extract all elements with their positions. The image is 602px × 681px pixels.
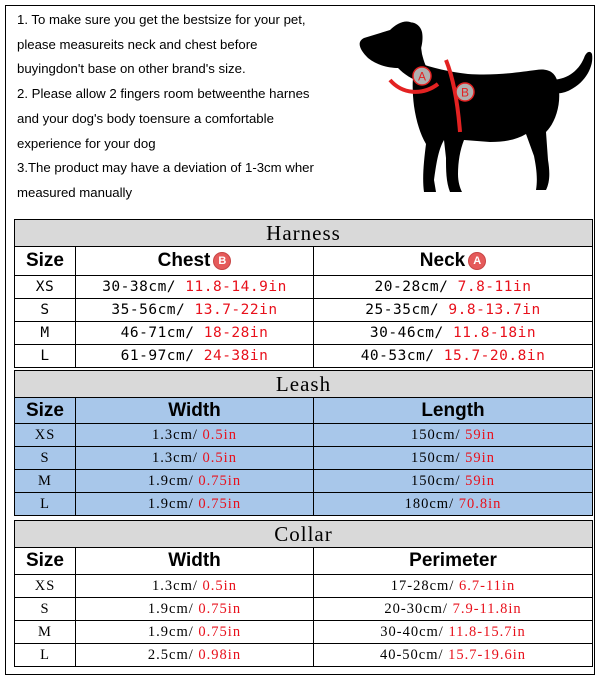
length-cm: 150cm/ [411,449,461,466]
size-cell: L [15,644,76,667]
width-cm: 1.9cm/ [147,600,194,617]
width-in: 0.75in [198,623,242,640]
table-row [15,644,593,667]
neck-in: 9.8-13.7in [448,302,541,318]
size-cell: S [15,447,76,470]
marker-b-label: B [460,85,470,100]
length-in: 59in [465,472,495,489]
perimeter-in: 6.7-11in [459,577,516,594]
neck-in: 11.8-18in [453,325,537,341]
neck-cell [314,276,593,299]
note-line: 1. To make sure you get the bestsize for your pet, [17,12,306,27]
harness-title: Harness [15,220,593,247]
table-row [15,575,593,598]
size-cell: XS [15,276,76,299]
table-row [15,276,593,299]
header-chest [76,247,314,276]
chest-badge-icon: B [213,252,231,270]
width-cm: 1.3cm/ [152,426,198,443]
header-size: Size [15,247,76,276]
width-cell [76,598,314,621]
width-in: 0.5in [202,577,237,594]
length-in: 59in [465,449,495,466]
header-neck [314,247,593,276]
size-cell: M [15,322,76,345]
note-line: measured manually [17,184,133,200]
neck-cm: 25-35cm/ [365,302,440,318]
marker-b-icon [456,83,474,101]
table-row [15,493,593,516]
chest-cell [76,299,314,322]
perimeter-cm: 20-30cm/ [384,600,448,617]
header-width: Width [76,548,314,575]
header-width: Width [76,398,314,424]
width-cell [76,493,314,516]
neck-badge-icon: A [468,252,486,270]
chest-cell [76,276,314,299]
chest-cell [76,322,314,345]
width-cm: 1.9cm/ [147,472,194,489]
perimeter-cell [314,644,593,667]
size-cell: S [15,598,76,621]
neck-cm: 30-46cm/ [369,325,444,341]
neck-cell [314,345,593,368]
note-line: 2. Please allow 2 fingers room betweenthe harnes [17,86,310,102]
width-in: 0.75in [198,472,242,489]
chest-in: 13.7-22in [194,302,278,318]
width-in: 0.5in [202,449,237,466]
collar-table [14,520,593,667]
header-length: Length [314,398,593,424]
width-cell [76,424,314,447]
width-cm: 1.3cm/ [152,449,198,466]
length-cm: 180cm/ [404,495,455,512]
chest-in: 18-28in [203,325,269,341]
chest-cm: 61-97cm/ [120,348,195,364]
perimeter-cell [314,575,593,598]
header-size: Size [15,398,76,424]
perimeter-cm: 40-50cm/ [379,646,444,663]
length-cell [314,447,593,470]
perimeter-cm: 30-40cm/ [380,623,444,640]
table-row [15,621,593,644]
table-row [15,322,593,345]
perimeter-cell [314,621,593,644]
leash-title: Leash [15,371,593,398]
neck-in: 15.7-20.8in [443,348,546,364]
table-row [15,299,593,322]
width-in: 0.75in [198,600,242,617]
perimeter-in: 15.7-19.6in [448,646,527,663]
neck-cell [314,299,593,322]
size-cell: XS [15,575,76,598]
perimeter-in: 11.8-15.7in [448,623,526,640]
width-cm: 1.9cm/ [147,495,194,512]
size-cell: XS [15,424,76,447]
length-cell [314,493,593,516]
width-cm: 2.5cm/ [147,646,194,663]
perimeter-cm: 17-28cm/ [390,577,455,594]
perimeter-cell [314,598,593,621]
width-in: 0.5in [202,426,237,443]
table-row [15,345,593,368]
chest-in: 11.8-14.9in [185,279,287,295]
note-line: buyingdon't base on other brand's size. [17,61,246,77]
chest-cm: 46-71cm/ [120,325,195,341]
chest-cell [76,345,314,368]
chest-in: 24-38in [203,348,269,364]
marker-a-icon [413,67,431,85]
harness-table [14,219,593,368]
header-perimeter: Perimeter [314,548,593,575]
perimeter-in: 7.9-11.8in [452,600,522,617]
length-cm: 150cm/ [411,426,461,443]
length-cm: 150cm/ [411,472,461,489]
table-row [15,424,593,447]
width-cell [76,470,314,493]
width-cell [76,447,314,470]
table-row [15,470,593,493]
width-in: 0.75in [198,495,242,512]
size-cell: L [15,345,76,368]
neck-cm: 40-53cm/ [360,348,435,364]
table-row [15,598,593,621]
width-cm: 1.9cm/ [147,623,194,640]
header-size: Size [15,548,76,575]
width-cell [76,575,314,598]
note-line: please measureits neck and chest before [17,36,258,52]
chest-cm: 30-38cm/ [102,279,177,295]
header-chest-label: Chest [157,250,211,271]
length-cell [314,470,593,493]
width-cell [76,621,314,644]
measurement-notes [17,8,357,206]
size-cell: L [15,493,76,516]
note-line: and your dog's body toensure a comfortable [17,110,274,126]
length-cell [314,424,593,447]
chest-cm: 35-56cm/ [111,302,186,318]
width-in: 0.98in [198,646,242,663]
size-cell: S [15,299,76,322]
neck-in: 7.8-11in [457,279,532,295]
table-row [15,447,593,470]
dog-silhouette-icon [350,10,600,200]
collar-title: Collar [15,521,593,548]
size-cell: M [15,470,76,493]
note-line: 3.The product may have a deviation of 1-3cm wher [17,160,314,176]
width-cm: 1.3cm/ [152,577,198,594]
leash-table [14,370,593,516]
length-in: 70.8in [458,495,502,512]
neck-cell [314,322,593,345]
header-neck-label: Neck [419,250,466,271]
neck-cm: 20-28cm/ [374,279,449,295]
length-in: 59in [465,426,495,443]
width-cell [76,644,314,667]
marker-a-label: A [417,69,427,84]
note-line: experience for your dog [17,135,156,151]
size-cell: M [15,621,76,644]
